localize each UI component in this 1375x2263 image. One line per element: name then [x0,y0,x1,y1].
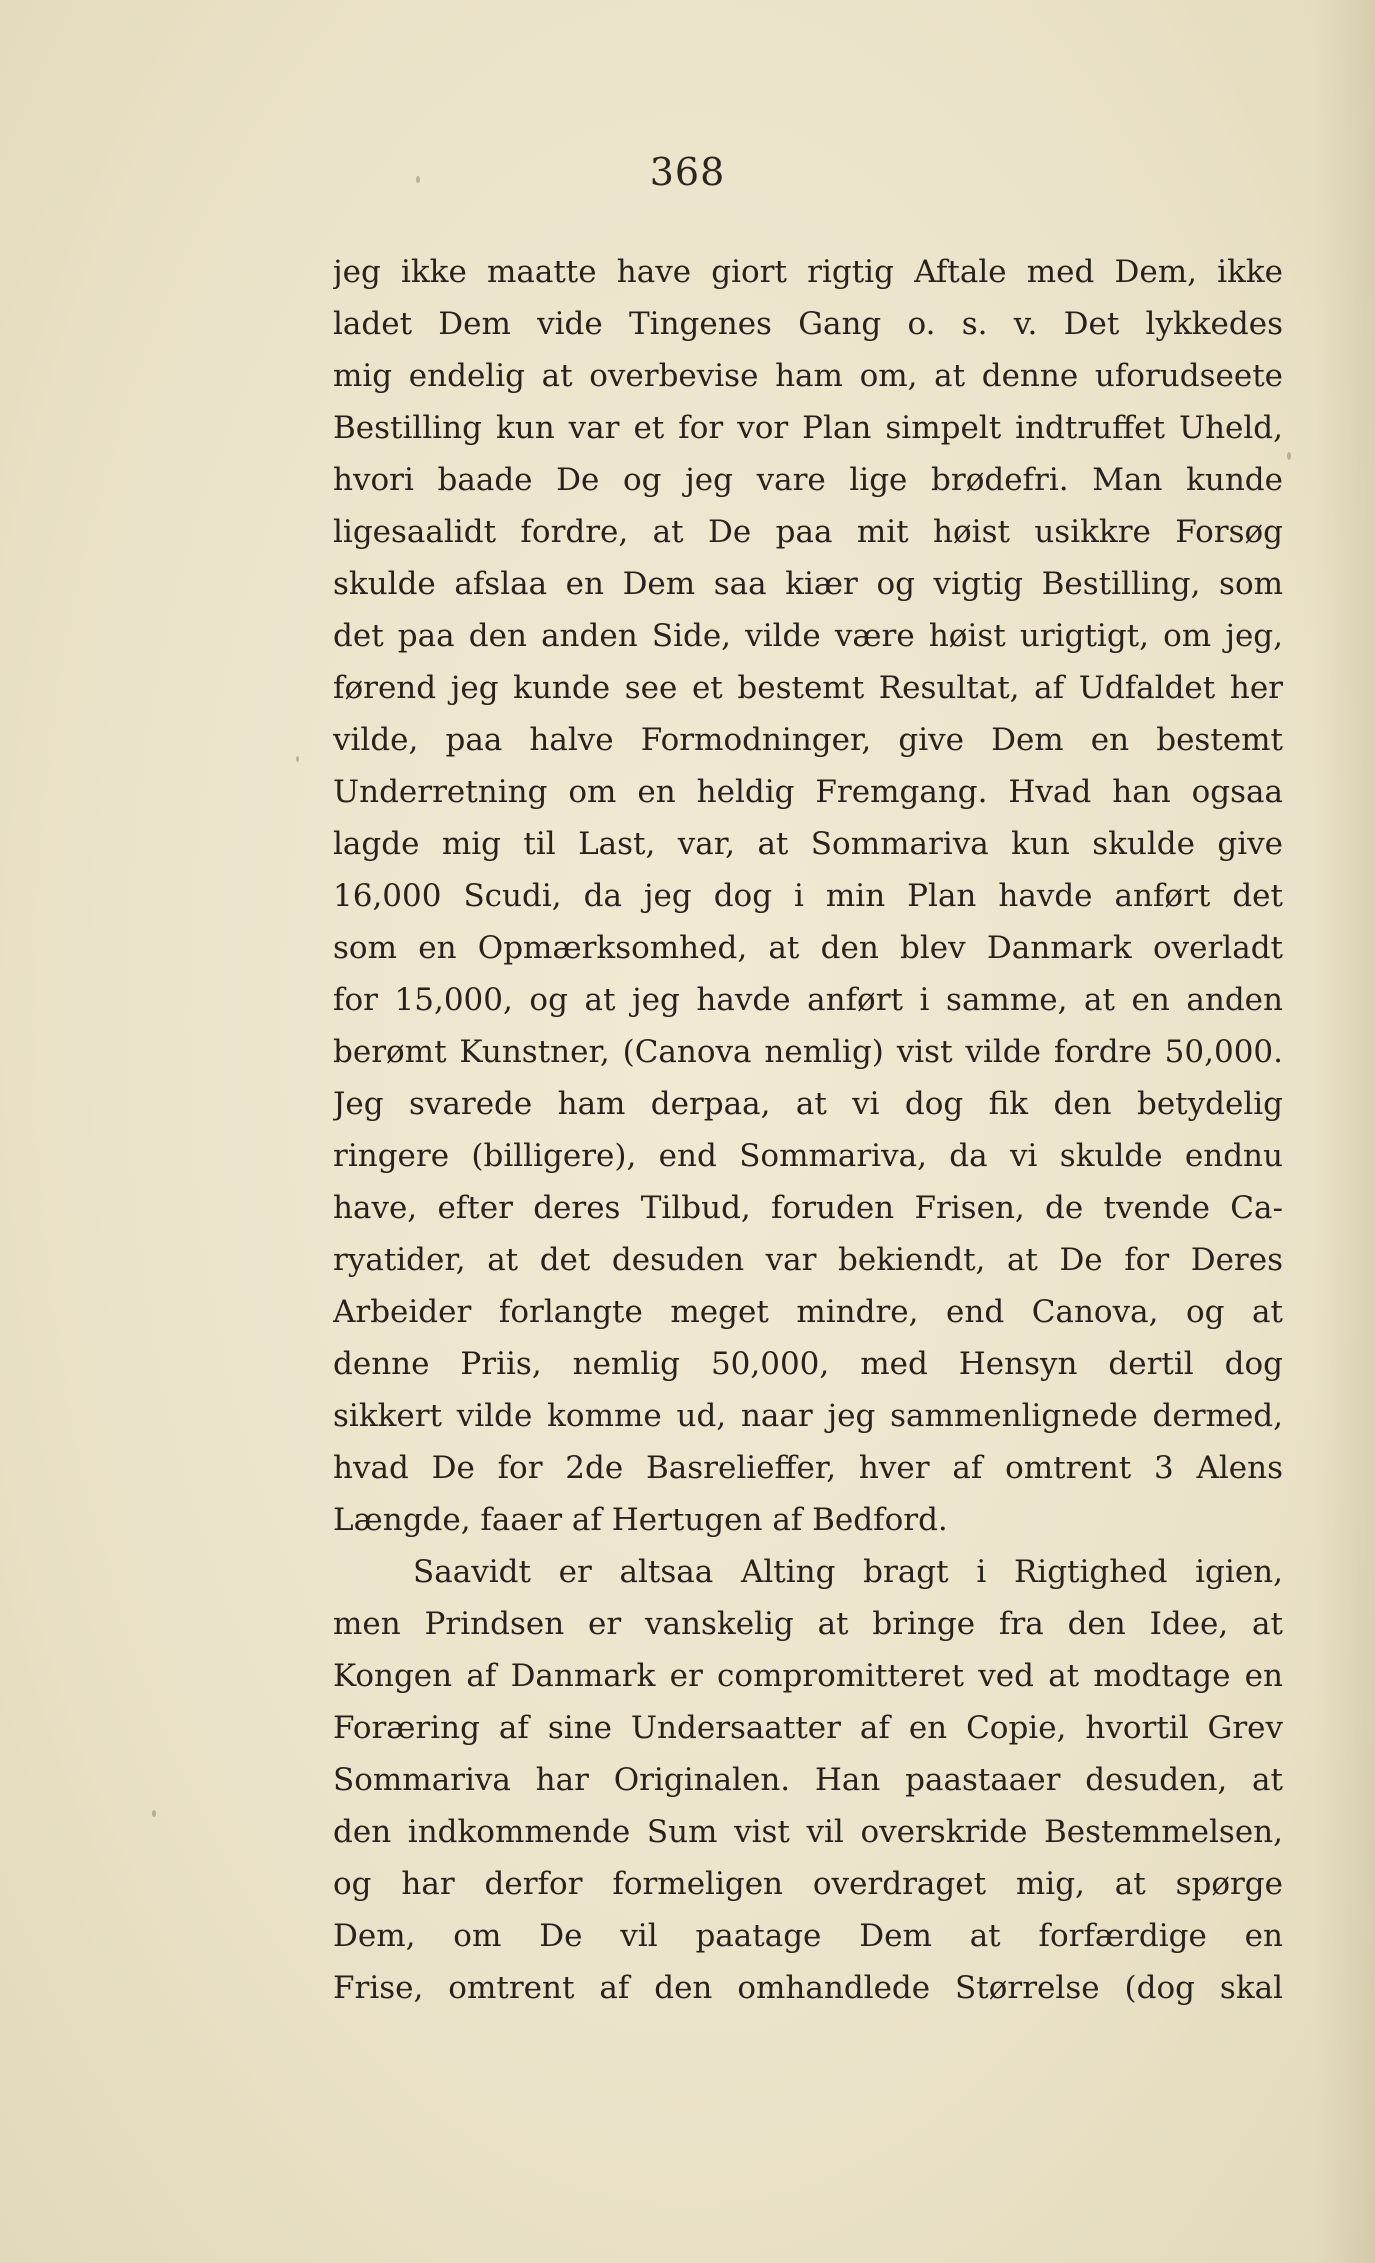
body-text [333,246,1283,2014]
print-speck [1287,452,1291,460]
text-line: Dem, om De vil paatage Dem at forfærdige en [333,1918,1283,1954]
text-line: hvad De for 2de Basrelieffer, hver af omtrent 3 Alens [333,1450,1283,1486]
text-line: sikkert vilde komme ud, naar jeg sammenlignede dermed, [333,1398,1283,1434]
text-line: Jeg svarede ham derpaa, at vi dog fik den betydelig [333,1086,1283,1122]
print-speck [296,756,299,762]
text-line: for 15,000, og at jeg havde anført i samme, at en anden [333,982,1283,1018]
text-line: som en Opmærksomhed, at den blev Danmark overladt [333,930,1283,966]
text-line: have, efter deres Tilbud, foruden Frisen, de tvende Ca- [333,1190,1283,1226]
text-line: berømt Kunstner, (Canova nemlig) vist vilde fordre 50,000. [333,1034,1283,1070]
text-line: Foræring af sine Undersaatter af en Copie, hvortil Grev [333,1710,1283,1746]
text-line: mig endelig at overbevise ham om, at denne uforudseete [333,358,1283,394]
text-line: Kongen af Danmark er compromitteret ved at modtage en [333,1658,1283,1694]
text-line: ryatider, at det desuden var bekiendt, at De for Deres [333,1242,1283,1278]
text-line: Længde, faaer af Hertugen af Bedford. [333,1502,948,1538]
print-speck [152,1810,156,1817]
text-line: Arbeider forlangte meget mindre, end Canova, og at [333,1294,1283,1330]
text-line: Saavidt er altsaa Alting bragt i Rigtighed igien, [413,1554,1283,1590]
text-line: Underretning om en heldig Fremgang. Hvad han ogsaa [333,774,1283,810]
page-number: 368 [649,150,726,194]
text-line: lagde mig til Last, var, at Sommariva kun skulde give [333,826,1283,862]
text-line: vilde, paa halve Formodninger, give Dem en bestemt [333,722,1283,758]
text-line: 16,000 Scudi, da jeg dog i min Plan havde anført det [333,878,1283,914]
text-line: Sommariva har Originalen. Han paastaaer desuden, at [333,1762,1283,1798]
text-line: denne Priis, nemlig 50,000, med Hensyn dertil dog [333,1346,1283,1382]
text-line: det paa den anden Side, vilde være høist urigtigt, om jeg, [333,618,1283,654]
text-line: Frise, omtrent af den omhandlede Størrelse (dog skal [333,1970,1283,2006]
text-line: førend jeg kunde see et bestemt Resultat, af Udfaldet her [333,670,1283,706]
text-line: hvori baade De og jeg vare lige brødefri. Man kunde [333,462,1283,498]
text-line: den indkommende Sum vist vil overskride Bestemmelsen, [333,1814,1283,1850]
text-line: ringere (billigere), end Sommariva, da vi skulde endnu [333,1138,1283,1174]
page-edge-shadow [1315,0,1375,2263]
text-line: jeg ikke maatte have giort rigtig Aftale med Dem, ikke [333,254,1283,290]
text-line: og har derfor formeligen overdraget mig, at spørge [333,1866,1283,1902]
text-line: skulde afslaa en Dem saa kiær og vigtig Bestilling, som [333,566,1283,602]
text-line: ladet Dem vide Tingenes Gang o. s. v. Det lykkedes [333,306,1283,342]
text-line: Bestilling kun var et for vor Plan simpelt indtruffet Uheld, [333,410,1283,446]
text-line: men Prindsen er vanskelig at bringe fra den Idee, at [333,1606,1283,1642]
text-line: ligesaalidt fordre, at De paa mit høist usikkre Forsøg [333,514,1283,550]
